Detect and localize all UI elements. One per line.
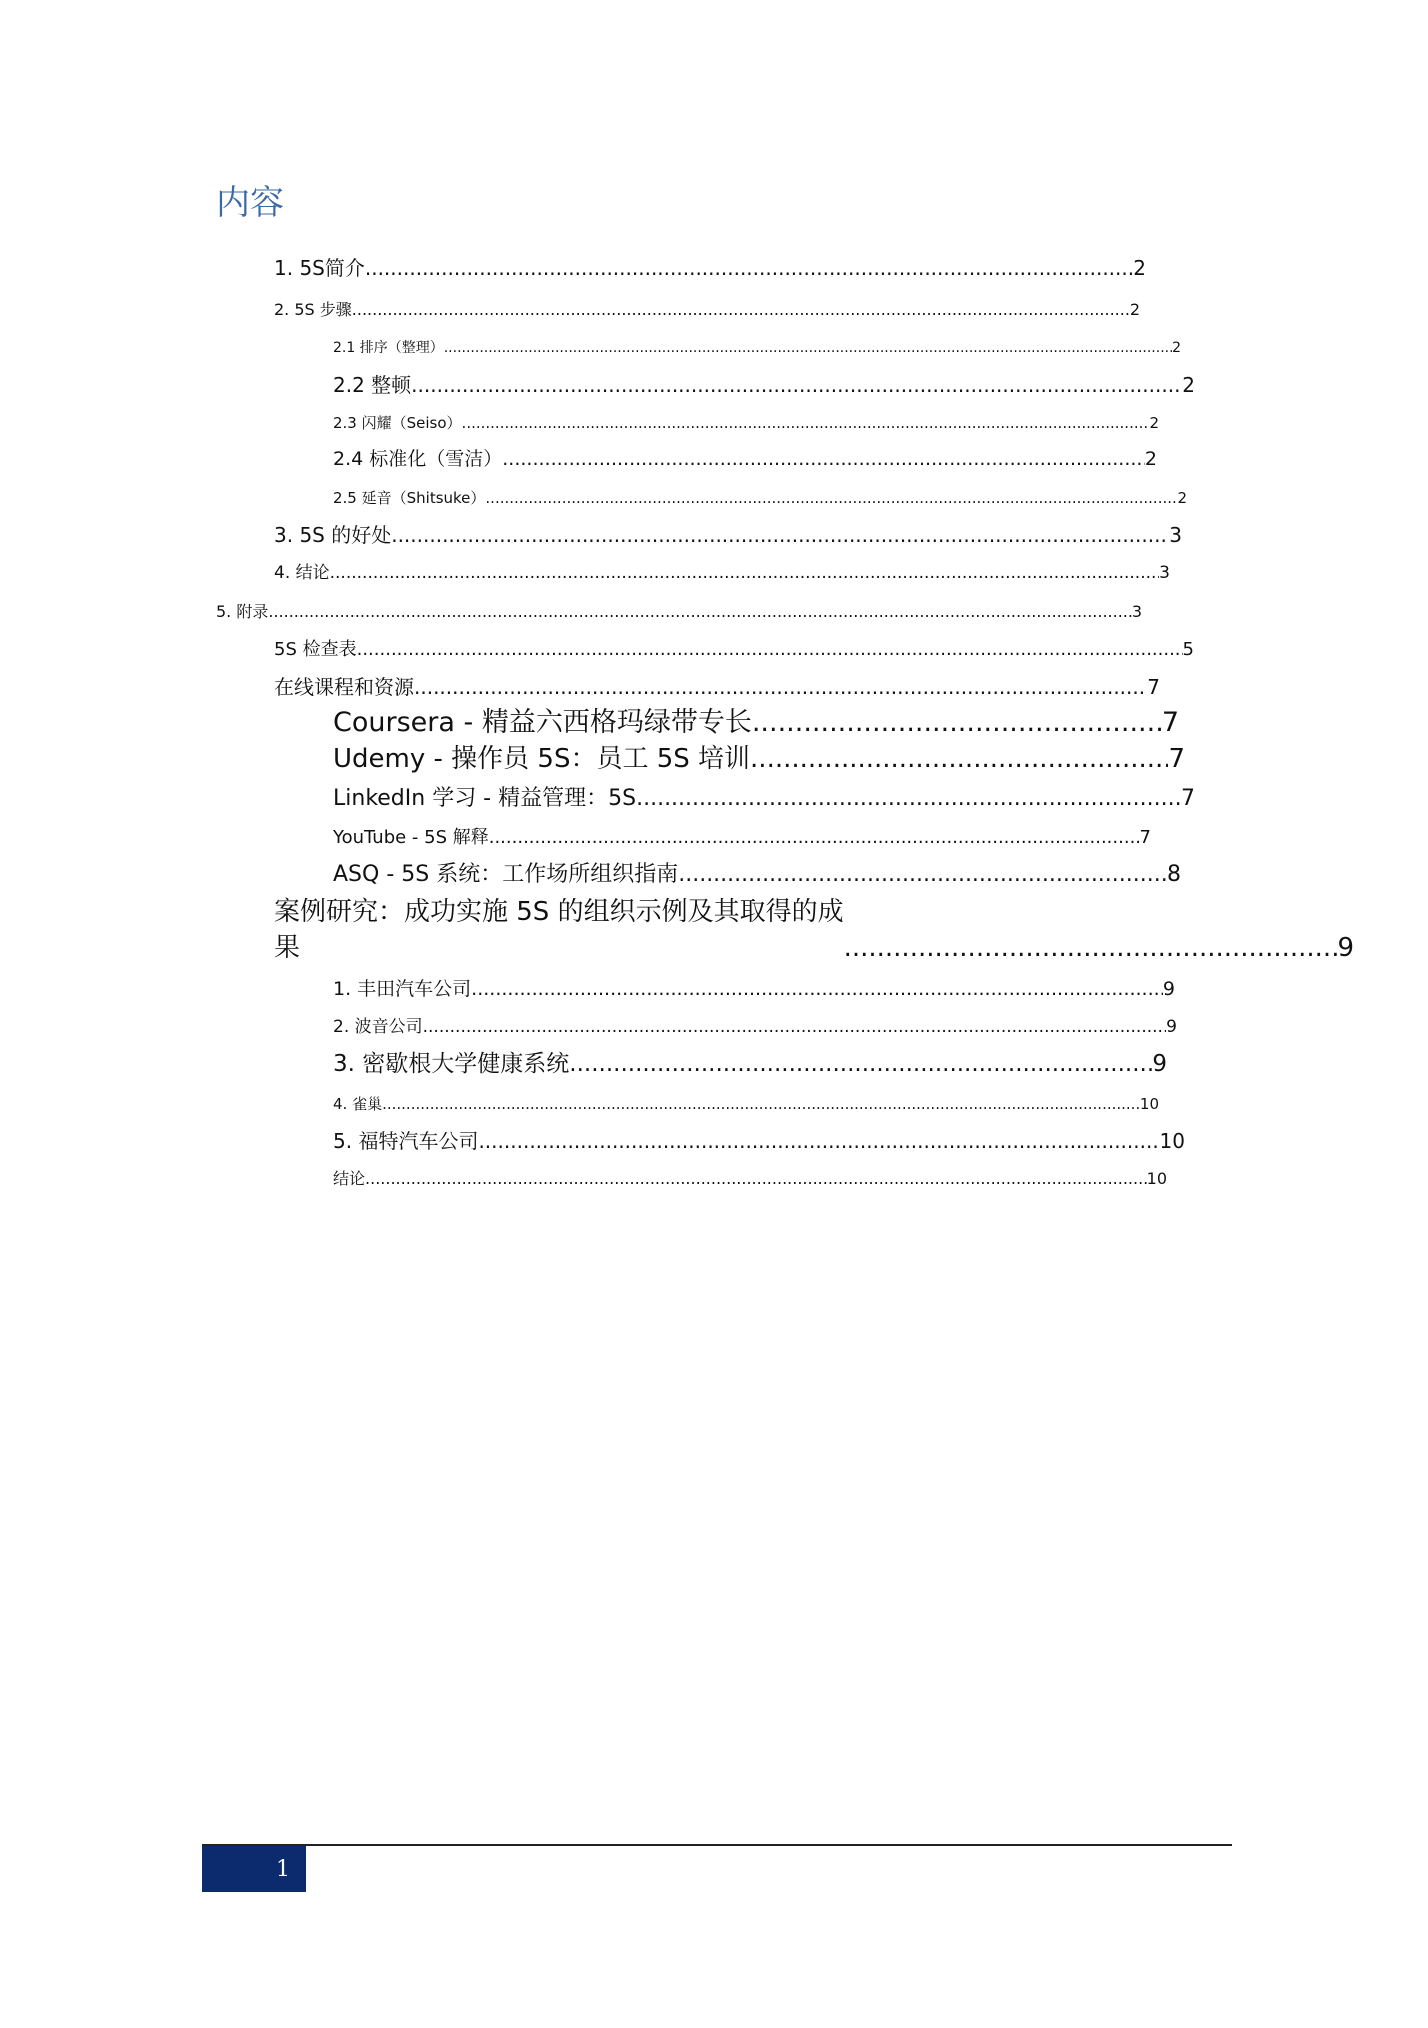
- toc-title: 内容: [216, 183, 284, 223]
- toc-entry-label: 2.4 标准化（雪洁）: [333, 448, 503, 470]
- toc-entry-toyota[interactable]: [333, 980, 1175, 999]
- toc-entry-sustain[interactable]: [333, 491, 1187, 506]
- toc-dot-leader: [411, 375, 1182, 395]
- toc-entry-label: 3. 密歇根大学健康系统: [333, 1051, 570, 1077]
- toc-entry-michigan[interactable]: [333, 1053, 1167, 1076]
- toc-entry-shine[interactable]: [333, 416, 1159, 431]
- toc-entry-final-conclusion[interactable]: [333, 1171, 1167, 1187]
- toc-entry-page: 9: [1166, 1017, 1177, 1037]
- toc-entry-label: 结论: [333, 1169, 366, 1188]
- toc-entry-standardize[interactable]: [333, 450, 1157, 469]
- toc-entry-benefits[interactable]: [274, 525, 1182, 545]
- toc-entry-label: 2. 波音公司: [333, 1017, 423, 1037]
- toc-dot-leader: [414, 677, 1147, 697]
- toc-entry-label: 2.2 整顿: [333, 373, 412, 397]
- toc-dot-leader: [352, 302, 1130, 318]
- toc-dot-leader: [330, 565, 1160, 582]
- toc-entry-checklist[interactable]: [274, 641, 1194, 659]
- toc-entry-label: 1. 5S简介: [274, 256, 365, 280]
- toc-dot-leader: [462, 416, 1150, 431]
- toc-entry-courses[interactable]: [274, 677, 1160, 697]
- footer-page-number-box: [202, 1846, 306, 1892]
- toc-dot-leader: [569, 1053, 1152, 1076]
- toc-entry-page: 9: [1152, 1051, 1167, 1077]
- toc-entry-label: 2. 5S 步骤: [274, 300, 352, 319]
- toc-dot-leader: [365, 1171, 1147, 1187]
- toc-dot-leader: [678, 864, 1167, 886]
- toc-entry-udemy[interactable]: [333, 746, 1185, 772]
- toc-entry-linkedin[interactable]: [333, 788, 1195, 810]
- toc-entry-ford[interactable]: [333, 1131, 1185, 1151]
- toc-entry-page: 3: [1131, 602, 1142, 621]
- toc-entry-page: 9: [1162, 978, 1175, 1000]
- toc-entry-label: ASQ - 5S 系统：工作场所组织指南: [333, 862, 679, 887]
- toc-dot-leader: [502, 450, 1145, 469]
- toc-entry-label: YouTube - 5S 解释: [333, 827, 489, 848]
- toc-entry-label: 5. 福特汽车公司: [333, 1129, 479, 1153]
- toc-dot-leader: [750, 746, 1168, 772]
- toc-entry-page: 7: [1147, 675, 1160, 699]
- toc-entry-page: 10: [1139, 1095, 1159, 1113]
- toc-entry-set-in-order[interactable]: [333, 375, 1195, 395]
- toc-entry-page: 7: [1161, 707, 1179, 738]
- toc-entry-page: 2: [1182, 373, 1195, 397]
- toc-entry-steps[interactable]: [274, 302, 1140, 318]
- toc-entry-youtube[interactable]: [333, 829, 1151, 847]
- toc-entry-page: 2: [1149, 414, 1159, 432]
- toc-entry-label: Udemy - 操作员 5S：员工 5S 培训: [333, 744, 751, 774]
- toc-dot-leader: [268, 604, 1131, 620]
- toc-dot-leader: [485, 491, 1177, 506]
- toc-entry-appendix[interactable]: [216, 604, 1142, 620]
- toc-entry-page: 9: [1337, 933, 1354, 963]
- toc-entry-asq[interactable]: [333, 864, 1181, 886]
- toc-entry-label: [274, 894, 844, 966]
- toc-entry-label: 5S 检查表: [274, 639, 357, 660]
- toc-entry-label: Coursera - 精益六西格玛绿带专长: [333, 707, 752, 738]
- toc-entry-label: 3. 5S 的好处: [274, 523, 392, 547]
- toc-entry-page: 2: [1177, 489, 1187, 507]
- toc-entry-page: 2: [1129, 300, 1140, 319]
- toc-entry-nestle[interactable]: [333, 1097, 1159, 1112]
- toc-dot-leader: [478, 1131, 1159, 1151]
- footer-page-number: 1: [276, 1856, 290, 1882]
- toc-entry-page: 5: [1182, 639, 1194, 660]
- toc-entry-page: 10: [1146, 1169, 1167, 1188]
- toc-entry-label: 5. 附录: [216, 602, 269, 621]
- toc-dot-leader: [391, 525, 1169, 545]
- toc-entry-page: 7: [1139, 827, 1151, 848]
- toc-dot-leader: [844, 930, 1338, 966]
- toc-entry-label-line2: 果: [274, 933, 301, 963]
- toc-dot-leader: [357, 641, 1183, 659]
- toc-entry-page: 3: [1159, 563, 1170, 583]
- toc-entry-page: 8: [1167, 862, 1181, 887]
- toc-dot-leader: [752, 709, 1162, 736]
- toc-entry-label: 2.1 排序（整理）: [333, 340, 444, 356]
- toc-entry-case-studies[interactable]: [274, 894, 1354, 966]
- toc-dot-leader: [365, 258, 1133, 278]
- toc-entry-sort[interactable]: [333, 341, 1181, 355]
- toc-dot-leader: [471, 980, 1163, 999]
- toc-entry-page: 2: [1144, 448, 1157, 470]
- toc-entry-conclusion[interactable]: [274, 565, 1170, 582]
- toc-entry-label: 4. 雀巢: [333, 1095, 383, 1113]
- toc-dot-leader: [382, 1097, 1140, 1112]
- toc-entry-page: 2: [1172, 340, 1181, 356]
- toc-dot-leader: [444, 341, 1172, 355]
- toc-entry-page: 3: [1169, 523, 1182, 547]
- toc-entry-intro[interactable]: [274, 258, 1146, 278]
- toc-dot-leader: [636, 788, 1181, 810]
- toc-entry-label: 2.3 闪耀（Seiso）: [333, 414, 462, 432]
- toc-entry-coursera[interactable]: [333, 709, 1179, 736]
- toc-entry-page: 7: [1181, 786, 1195, 811]
- footer-rule: [202, 1844, 1232, 1846]
- toc-entry-page: 2: [1133, 256, 1146, 280]
- toc-entry-label: 在线课程和资源: [274, 675, 414, 699]
- toc-entry-label: LinkedIn 学习 - 精益管理：5S: [333, 786, 637, 811]
- toc-entry-boeing[interactable]: [333, 1019, 1177, 1036]
- toc-entry-label: 1. 丰田汽车公司: [333, 978, 472, 1000]
- toc-entry-label-line1: 案例研究：成功实施 5S 的组织示例及其取得的成: [274, 897, 844, 927]
- toc-entry-page: 10: [1159, 1129, 1185, 1153]
- toc-entry-label: 2.5 延音（Shitsuke）: [333, 489, 486, 507]
- toc-dot-leader: [423, 1019, 1167, 1036]
- toc-entry-page: 7: [1168, 744, 1185, 774]
- toc-dot-leader: [489, 829, 1140, 847]
- toc-entry-label: 4. 结论: [274, 563, 330, 583]
